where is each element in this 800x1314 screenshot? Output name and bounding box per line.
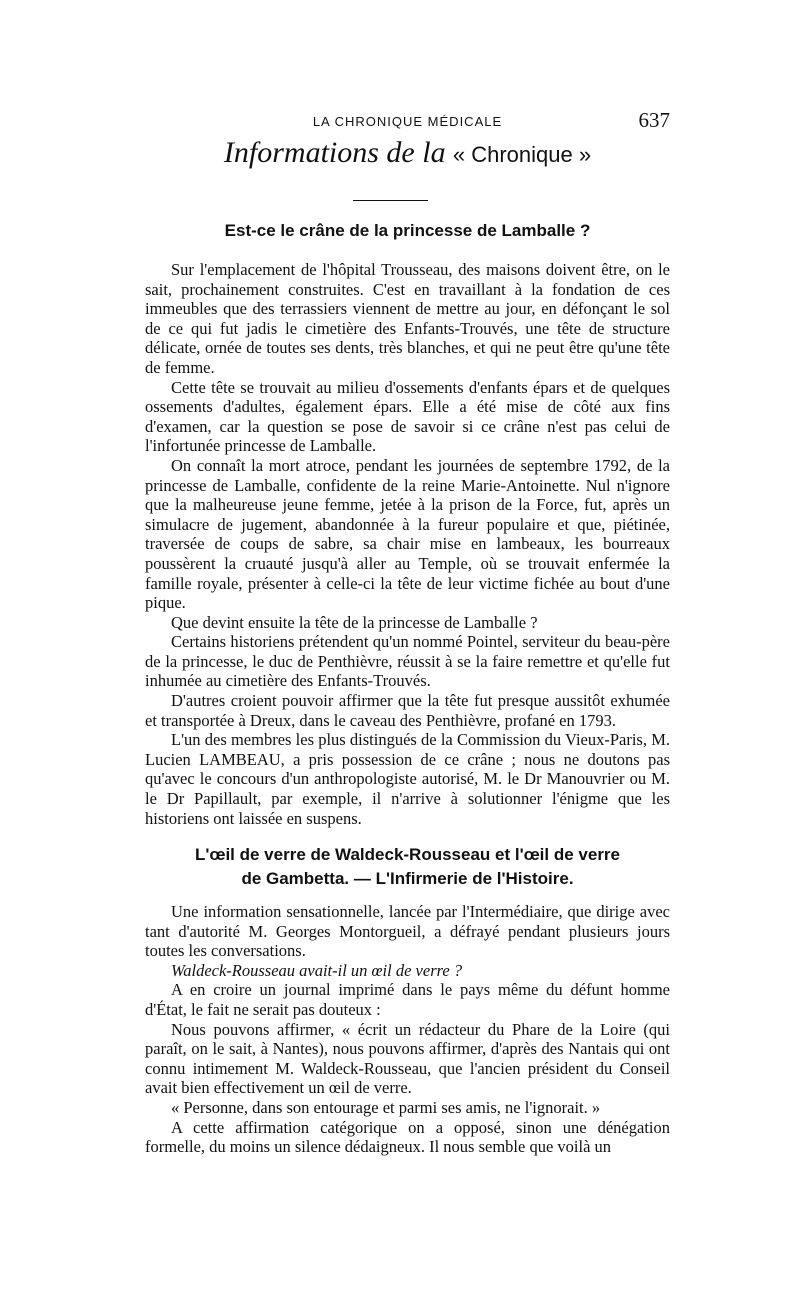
paragraph-question: Waldeck-Rousseau avait-il un œil de verre ? bbox=[171, 960, 463, 980]
section-divider bbox=[353, 200, 428, 201]
article-title-lamballe: Est-ce le crâne de la princesse de Lamballe ? bbox=[224, 221, 591, 240]
article-title-line: de Gambetta. — L'Infirmerie de l'Histoire. bbox=[241, 869, 574, 888]
paragraph: L'un des membres les plus distingués de la Commission du Vieux-Paris, M. Lucien LAMBEAU, a pris possession de ce crâne ; nous ne doutons pas qu'avec le concours d'un anthropologiste autorisé, M. le Dr Manouvrier ou M. le Dr Papillault, par exemple, il n'arrive à solutionner l'énigme que les historiens ont laissée en suspens. bbox=[145, 730, 670, 828]
paragraph: A en croire un journal imprimé dans le pays même du défunt homme d'État, le fait ne serait pas douteux : bbox=[145, 980, 670, 1019]
article-title-oeil-de-verre bbox=[145, 843, 670, 891]
page-number: 637 bbox=[638, 108, 670, 132]
paragraph: D'autres croient pouvoir affirmer que la tête fut presque aussitôt exhumée et transportée à Dreux, dans le caveau des Penthièvre, profané en 1793. bbox=[145, 691, 670, 730]
paragraph: Nous pouvons affirmer, « écrit un rédacteur du Phare de la Loire (qui paraît, on le sait, à Nantes), nous pouvons affirmer, d'après des Nantais qui ont connu intimement M. Waldeck-Rousseau, que l'ancien président du Conseil avait bien effectivement un œil de verre. bbox=[145, 1019, 670, 1098]
section-heading bbox=[145, 136, 670, 170]
paragraph: On connaît la mort atroce, pendant les journées de septembre 1792, de la princesse de Lamballe, confidente de la reine Marie-Antoinette. Nul n'ignore que la malheureuse jeune femme, jetée à la prison de la Force, fut, après un simulacre de jugement, abandonnée à la fureur populaire et que, piétinée, traversée de coups de sabre, sa chair mise en lambeaux, les bourreaux poussèrent la cruauté jusqu'à aller au Temple, où se trouvait enfermée la famille royale, présenter à celle-ci la tête de leur victime fichée au bout d'une pique. bbox=[145, 455, 670, 613]
running-header bbox=[145, 108, 670, 136]
running-title: LA CHRONIQUE MÉDICALE bbox=[312, 114, 503, 129]
article-body-oeil-de-verre bbox=[145, 902, 670, 1157]
paragraph: Que devint ensuite la tête de la princesse de Lamballe ? bbox=[171, 612, 538, 632]
section-title-script: Informations de la bbox=[223, 136, 446, 169]
section-title-chronique: « Chronique » bbox=[452, 142, 592, 167]
article-body-lamballe bbox=[145, 260, 670, 828]
paragraph: Une information sensationnelle, lancée par l'Intermédiaire, que dirige avec tant d'autorité M. Georges Montorgueil, a défrayé pendant plusieurs jours toutes les conversations. bbox=[145, 902, 670, 961]
paragraph: Sur l'emplacement de l'hôpital Trousseau, des maisons doivent être, on le sait, prochainement construites. C'est en travaillant à la fondation de ces immeubles que des terrassiers viennent de mettre au jour, en défonçant le sol de ce qui fut jadis le cimetière des Enfants-Trouvés, une tête de structure délicate, ornée de toutes ses dents, très blanches, et qui ne peut être qu'une tête de femme. bbox=[145, 260, 670, 377]
paragraph: « Personne, dans son entourage et parmi ses amis, ne l'ignorait. » bbox=[171, 1097, 601, 1117]
article-title-line: L'œil de verre de Waldeck-Rousseau et l'œil de verre bbox=[194, 845, 621, 864]
paragraph: Cette tête se trouvait au milieu d'ossements d'enfants épars et de quelques ossements d'adultes, également épars. Elle a été mise de côté aux fins d'examen, car la question se pose de savoir si ce crâne n'est pas celui de l'infortunée princesse de Lamballe. bbox=[145, 377, 670, 456]
paragraph: Certains historiens prétendent qu'un nommé Pointel, serviteur du beau-père de la princesse, le duc de Penthièvre, réussit à se la faire remettre et qu'elle fut inhumée au cimetière des Enfants-Trouvés. bbox=[145, 632, 670, 691]
paragraph: A cette affirmation catégorique on a opposé, sinon une dénégation formelle, du moins un silence dédaigneux. Il nous semble que voilà un bbox=[145, 1117, 670, 1157]
